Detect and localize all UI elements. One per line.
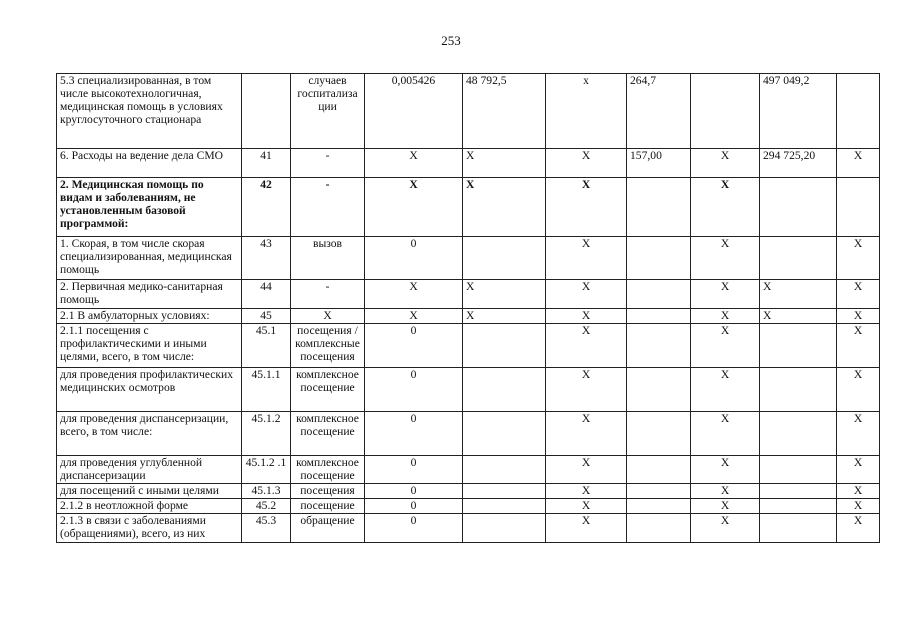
table-row	[57, 74, 880, 149]
table-cell: X	[463, 280, 546, 309]
table-cell: X	[837, 484, 880, 499]
table-cell: комплексное посещение	[291, 368, 365, 412]
table-cell: 0	[365, 368, 463, 412]
table-cell: для проведения диспансеризации, всего, в том числе:	[57, 412, 242, 456]
table-cell: X	[760, 280, 837, 309]
table-cell: обращение	[291, 514, 365, 543]
table-cell: 45.2	[242, 499, 291, 514]
table-cell: 45.1	[242, 324, 291, 368]
table-cell: X	[691, 309, 760, 324]
table-row	[57, 309, 880, 324]
table-row	[57, 149, 880, 178]
table-cell: 0	[365, 499, 463, 514]
table-cell	[463, 237, 546, 280]
table-cell: X	[837, 499, 880, 514]
table-cell	[627, 484, 691, 499]
table-cell: X	[365, 309, 463, 324]
table-cell: -	[291, 280, 365, 309]
table-cell: X	[546, 456, 627, 484]
table-cell: X	[691, 178, 760, 237]
table-cell: для посещений с иными целями	[57, 484, 242, 499]
table-cell	[627, 368, 691, 412]
table-cell: X	[546, 324, 627, 368]
table-cell: X	[546, 514, 627, 543]
table-cell: 2. Медицинская помощь по видам и заболеваниям, не установленным базовой программой:	[57, 178, 242, 237]
table-cell: X	[691, 149, 760, 178]
table-cell: 48 792,5	[463, 74, 546, 149]
table-cell: X	[691, 412, 760, 456]
table-cell: 294 725,20	[760, 149, 837, 178]
table-cell: 0,005426	[365, 74, 463, 149]
table-cell: X	[546, 484, 627, 499]
table-cell: X	[691, 237, 760, 280]
table-cell: для проведения профилактических медицинских осмотров	[57, 368, 242, 412]
table-cell: 45.3	[242, 514, 291, 543]
table-cell: посещение	[291, 499, 365, 514]
table-cell: 42	[242, 178, 291, 237]
table-cell	[837, 74, 880, 149]
table-cell: 44	[242, 280, 291, 309]
table-cell	[760, 368, 837, 412]
table-cell: X	[691, 499, 760, 514]
table-cell: X	[691, 456, 760, 484]
table-cell	[837, 178, 880, 237]
table-cell	[463, 368, 546, 412]
table-row	[57, 237, 880, 280]
table-cell: X	[837, 280, 880, 309]
table-cell	[627, 237, 691, 280]
table-cell	[627, 280, 691, 309]
table-cell: 1. Скорая, в том числе скорая специализированная, медицинская помощь	[57, 237, 242, 280]
table-cell	[463, 514, 546, 543]
table-cell: X	[546, 412, 627, 456]
table-cell: 2.1 В амбулаторных условиях:	[57, 309, 242, 324]
table-cell: X	[837, 237, 880, 280]
table-cell	[463, 324, 546, 368]
table-cell: комплексное посещение	[291, 412, 365, 456]
table-cell: X	[546, 178, 627, 237]
table-cell: X	[463, 149, 546, 178]
table-cell: X	[837, 412, 880, 456]
table-cell: 0	[365, 237, 463, 280]
table-cell: -	[291, 149, 365, 178]
table-cell	[691, 74, 760, 149]
table-cell: 45.1.2	[242, 412, 291, 456]
table-cell: X	[546, 309, 627, 324]
table-cell: X	[837, 324, 880, 368]
table-cell: -	[291, 178, 365, 237]
table-cell	[463, 456, 546, 484]
table-cell	[463, 499, 546, 514]
table-cell: 0	[365, 514, 463, 543]
table-cell: X	[691, 514, 760, 543]
table-cell: 264,7	[627, 74, 691, 149]
table-cell: 43	[242, 237, 291, 280]
table-cell: 497 049,2	[760, 74, 837, 149]
table-cell: X	[837, 368, 880, 412]
table-cell: X	[546, 368, 627, 412]
table-row	[57, 499, 880, 514]
page-number: 253	[441, 33, 461, 48]
table-cell: случаев госпитализа ции	[291, 74, 365, 149]
table-row	[57, 178, 880, 237]
table-cell	[463, 412, 546, 456]
table-cell: X	[546, 149, 627, 178]
table-cell: X	[760, 309, 837, 324]
table-cell: х	[546, 74, 627, 149]
table-body	[57, 74, 880, 543]
table-cell: 45	[242, 309, 291, 324]
table-cell: 6. Расходы на ведение дела СМО	[57, 149, 242, 178]
table-cell: X	[291, 309, 365, 324]
table-cell: X	[546, 237, 627, 280]
table-cell: 41	[242, 149, 291, 178]
table-cell: X	[463, 309, 546, 324]
table-cell	[760, 324, 837, 368]
table-cell: 157,00	[627, 149, 691, 178]
table-cell: 2.1.2 в неотложной форме	[57, 499, 242, 514]
table-cell	[627, 456, 691, 484]
table-cell: X	[837, 309, 880, 324]
table-cell	[760, 412, 837, 456]
table-row	[57, 280, 880, 309]
table-cell: X	[691, 368, 760, 412]
table-row	[57, 514, 880, 543]
table-cell: X	[837, 149, 880, 178]
data-table	[56, 73, 880, 543]
table-cell	[760, 484, 837, 499]
table-cell: X	[691, 324, 760, 368]
table-cell: X	[691, 484, 760, 499]
table-cell: X	[546, 280, 627, 309]
table-cell	[760, 456, 837, 484]
table-cell	[627, 499, 691, 514]
table-row	[57, 412, 880, 456]
table-cell: X	[691, 280, 760, 309]
table-cell: 45.1.2 .1	[242, 456, 291, 484]
table-cell: вызов	[291, 237, 365, 280]
table-row	[57, 484, 880, 499]
table-cell: комплексное посещение	[291, 456, 365, 484]
table-cell: X	[463, 178, 546, 237]
table-row	[57, 456, 880, 484]
table-cell: посещения	[291, 484, 365, 499]
table-cell	[760, 178, 837, 237]
table-cell: X	[837, 514, 880, 543]
table-cell	[760, 514, 837, 543]
table-cell	[627, 324, 691, 368]
table-cell: для проведения углубленной диспансеризации	[57, 456, 242, 484]
table-cell: 2. Первичная медико-санитарная помощь	[57, 280, 242, 309]
table-cell: 0	[365, 484, 463, 499]
table-cell: X	[837, 456, 880, 484]
table-row	[57, 368, 880, 412]
table-cell: 0	[365, 456, 463, 484]
table-cell: 0	[365, 412, 463, 456]
table-cell: 5.3 специализированная, в том числе высокотехнологичная, медицинская помощь в условиях круглосуточного стационара	[57, 74, 242, 149]
table-cell: X	[365, 178, 463, 237]
table-cell: 2.1.1 посещения с профилактическими и иными целями, всего, в том числе:	[57, 324, 242, 368]
table-cell: 45.1.3	[242, 484, 291, 499]
table-cell	[627, 309, 691, 324]
table-cell: 0	[365, 324, 463, 368]
table-cell: X	[365, 149, 463, 178]
table-row	[57, 324, 880, 368]
table-cell	[242, 74, 291, 149]
table-cell	[463, 484, 546, 499]
table-cell: посещения / комплексные посещения	[291, 324, 365, 368]
table-cell	[627, 514, 691, 543]
table-cell: X	[365, 280, 463, 309]
table-cell	[760, 499, 837, 514]
table-cell: 45.1.1	[242, 368, 291, 412]
table-cell	[627, 412, 691, 456]
table-cell: 2.1.3 в связи с заболеваниями (обращениями), всего, из них	[57, 514, 242, 543]
table-cell	[627, 178, 691, 237]
table-cell: X	[546, 499, 627, 514]
table-cell	[760, 237, 837, 280]
